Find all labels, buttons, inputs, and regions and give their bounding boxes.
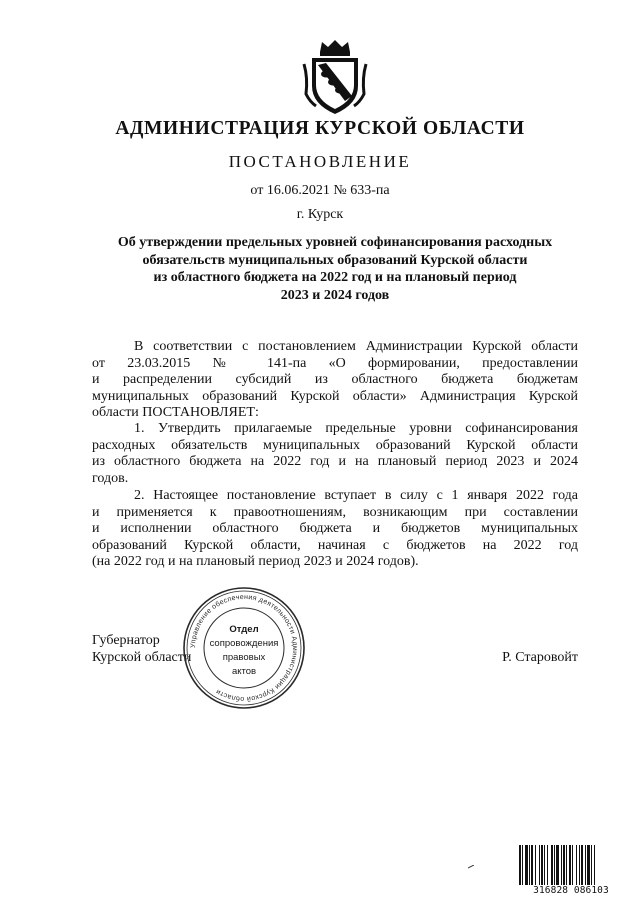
paragraph-line: 2. Настоящее постановление вступает в силу с 1 января 2022 года xyxy=(134,488,578,503)
stamp-ring-text: Управление обеспечения деятельности Администрации Курской области xyxy=(189,593,299,703)
position-line: Губернатор xyxy=(92,633,160,648)
paragraph-line: и применяется к правоотношениям, возникающим при составлении xyxy=(92,504,578,520)
kursk-coat-of-arms-icon xyxy=(300,38,370,116)
paragraph-line: годов. xyxy=(92,470,129,486)
signatory-name: Р. Старовойт xyxy=(502,650,578,665)
paragraph-item-1 xyxy=(92,421,578,487)
paragraph-line: муниципальных образований Курской области» Администрация Курской xyxy=(92,388,578,404)
position-line: Курской области xyxy=(92,650,192,665)
city: г. Курск xyxy=(296,207,344,222)
paragraph-item-2 xyxy=(92,488,578,571)
stamp-line: актов xyxy=(231,666,257,677)
paragraph-preamble xyxy=(92,339,578,422)
title-line: 2023 и 2024 годов xyxy=(280,287,390,303)
paragraph-line: и исполнении областного бюджета и бюджетов муниципальных xyxy=(92,521,578,537)
pen-mark xyxy=(468,856,474,860)
paragraph-line: из областного бюджета на 2022 год и на плановый период 2023 и 2024 xyxy=(92,454,578,470)
stamp-line: сопровождения xyxy=(209,638,279,649)
title-line: Об утверждении предельных уровней софинансирования расходных xyxy=(117,235,553,250)
paragraph-line: образований Курской области, начиная с бюджетов на 2022 год xyxy=(92,537,578,553)
organization-title: АДМИНИСТРАЦИЯ КУРСКОЙ ОБЛАСТИ xyxy=(115,118,525,139)
barcode-bars xyxy=(518,845,624,885)
paragraph-line: расходных обязательств муниципальных образований Курской области xyxy=(92,437,578,453)
document-type: ПОСТАНОВЛЕНИЕ xyxy=(228,152,412,171)
stamp-line: правовых xyxy=(222,652,266,663)
paragraph-line: области ПОСТАНОВЛЯЕТ: xyxy=(92,405,259,421)
signatory-position xyxy=(92,632,191,666)
paragraph-line: (на 2022 год и на плановый период 2023 и 2024 годов). xyxy=(92,554,419,570)
paragraph-line: и распределении субсидий из областного бюджета бюджетам xyxy=(92,372,578,388)
barcode xyxy=(518,845,624,897)
paragraph-line: 1. Утвердить прилагаемые предельные уровни софинансирования xyxy=(134,421,578,436)
barcode-number: 316828 086103 xyxy=(533,885,609,896)
date-and-number: от 16.06.2021 № 633-па xyxy=(250,183,390,198)
official-stamp xyxy=(180,586,308,710)
document-title xyxy=(95,234,575,304)
paragraph-line: от 23.03.2015 № 141-па «О формировании, предоставлении xyxy=(92,355,578,371)
paragraph-line: В соответствии с постановлением Администрации Курской области xyxy=(134,339,578,354)
title-line: из областного бюджета на 2022 год и на плановый период xyxy=(153,270,517,285)
stamp-line: Отдел xyxy=(229,624,259,635)
title-line: обязательств муниципальных образований Курской области xyxy=(142,252,528,268)
